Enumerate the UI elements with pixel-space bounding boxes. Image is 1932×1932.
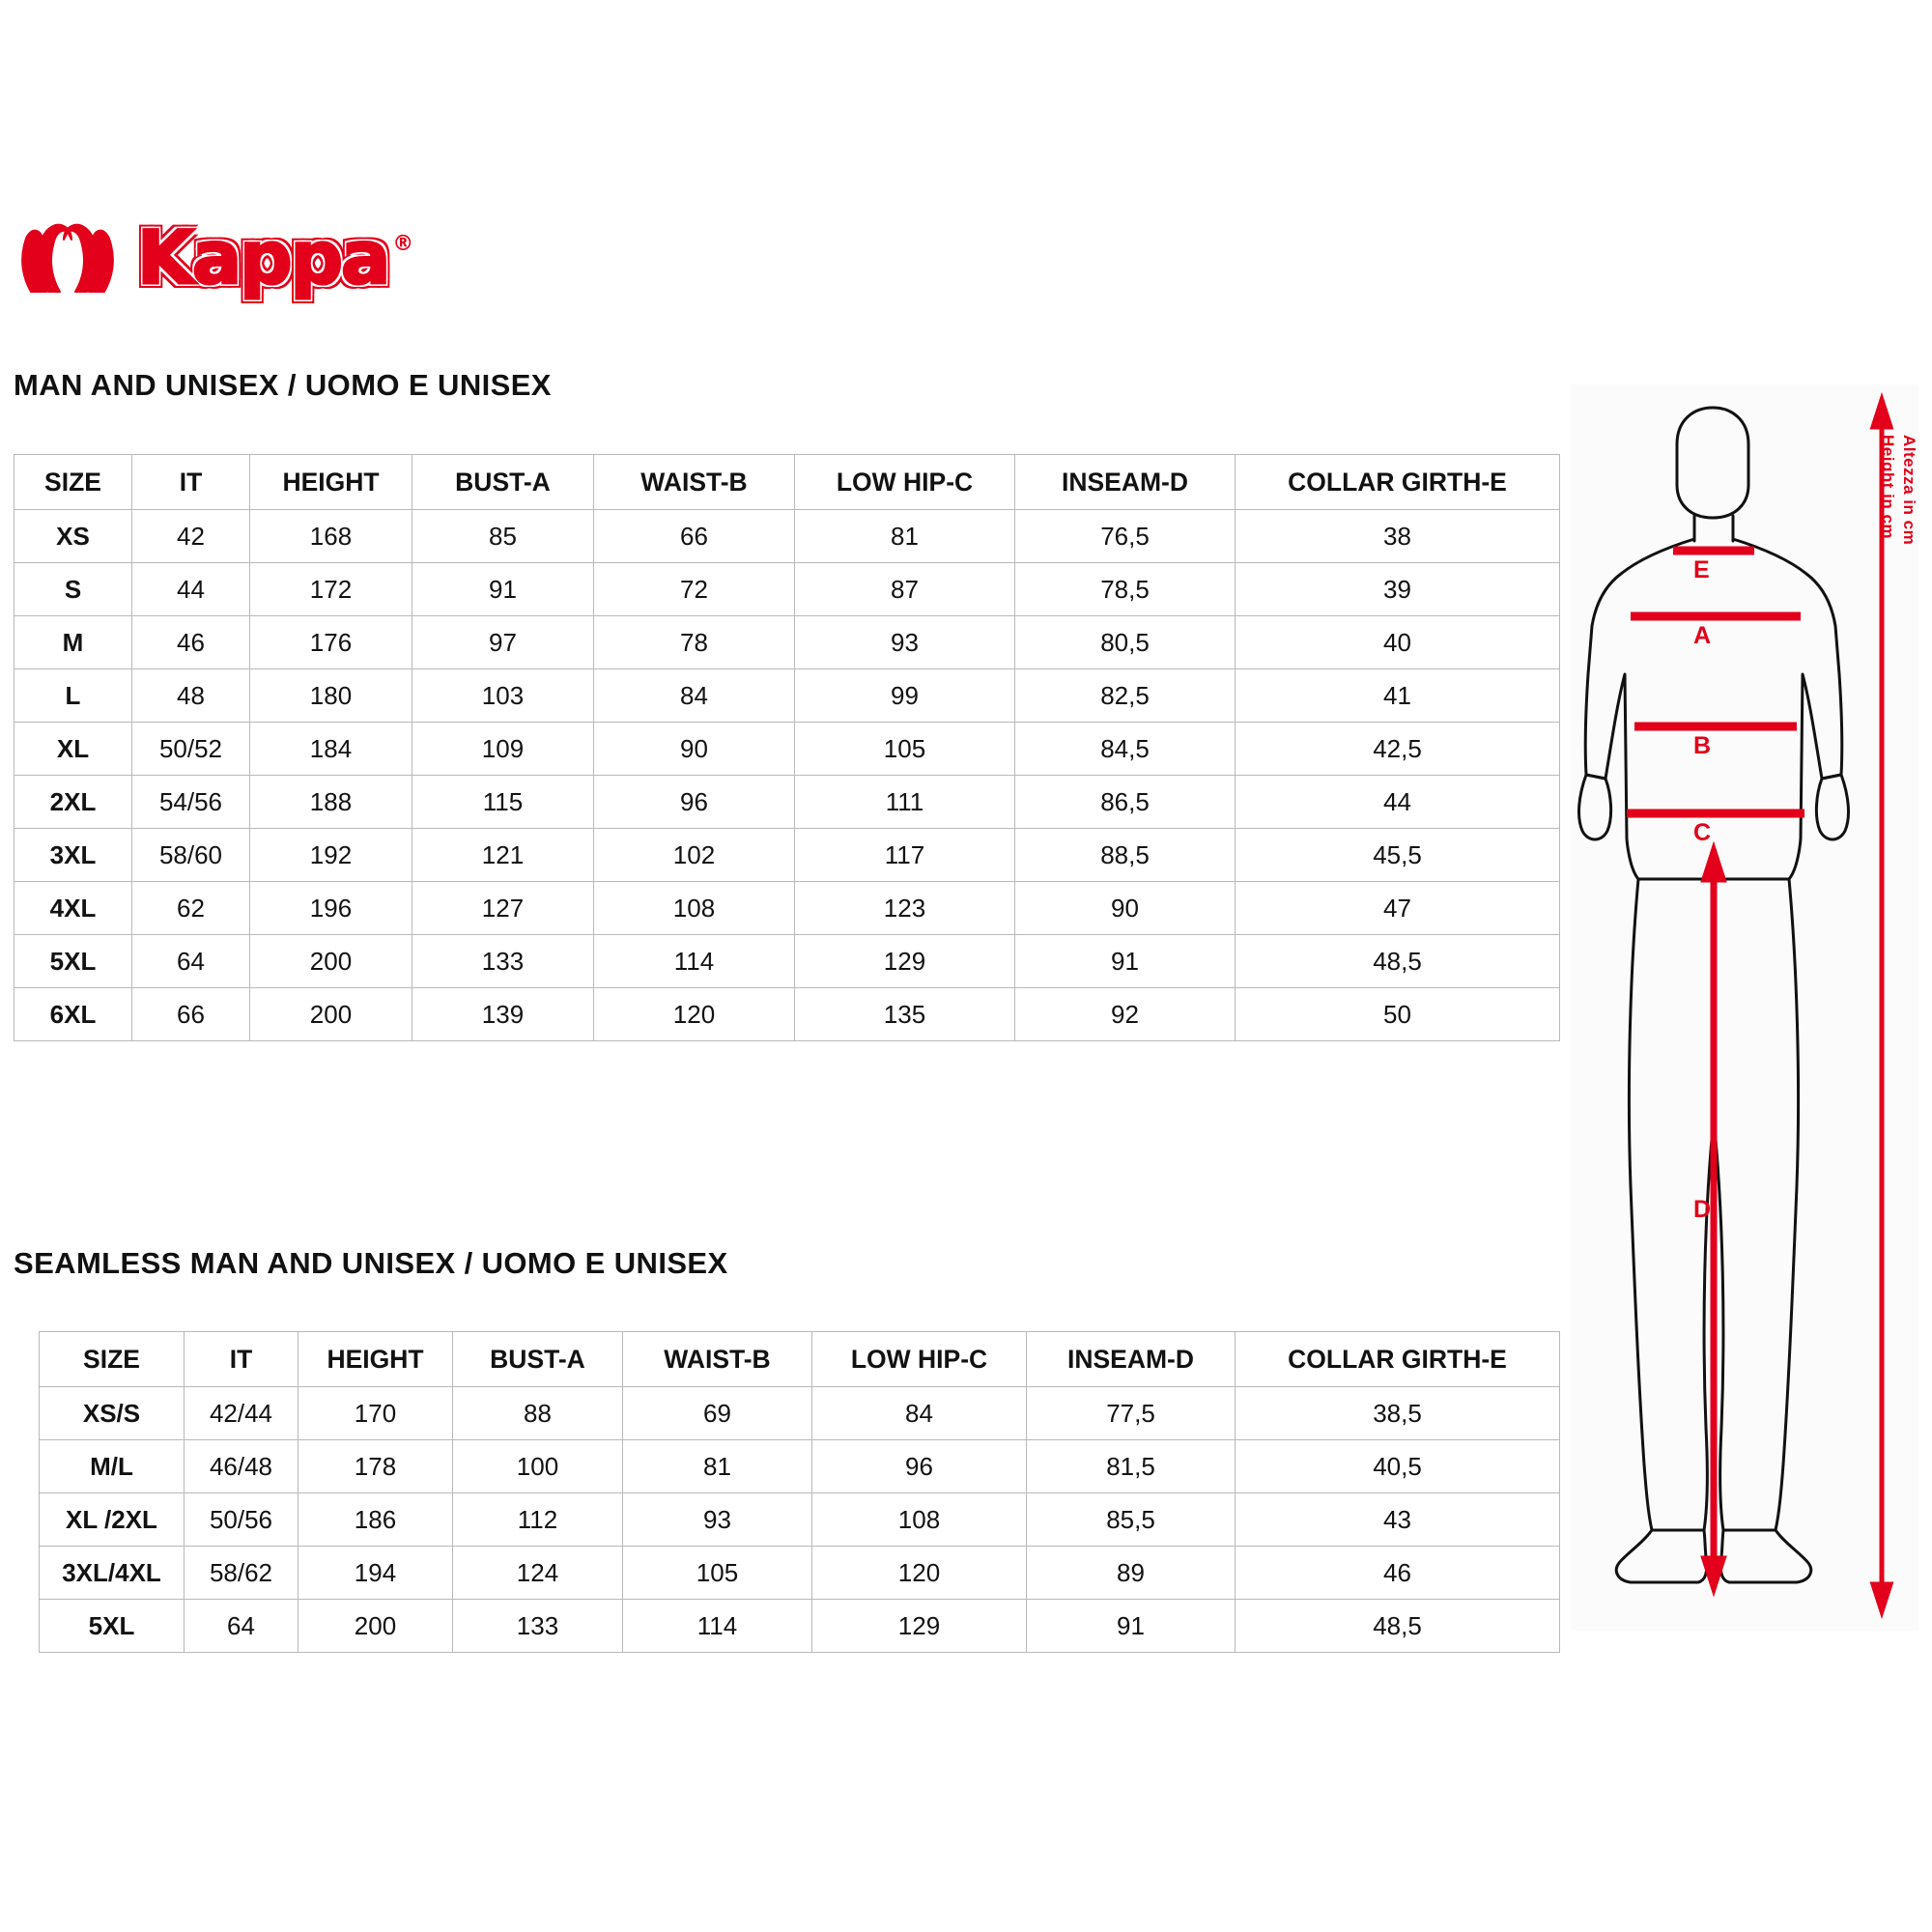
cell-collar-girth: 47 bbox=[1236, 882, 1560, 935]
cell-low-hip: 111 bbox=[795, 776, 1015, 829]
cell-waist: 66 bbox=[594, 510, 795, 563]
col-header-size: SIZE bbox=[14, 455, 132, 510]
marker-letter-b: B bbox=[1693, 732, 1712, 759]
table-row bbox=[14, 723, 1560, 776]
cell-height: 178 bbox=[298, 1440, 453, 1493]
cell-low-hip: 129 bbox=[812, 1600, 1027, 1653]
cell-inseam: 84,5 bbox=[1015, 723, 1236, 776]
kappa-wordmark: Kappa bbox=[137, 214, 389, 300]
cell-bust: 91 bbox=[412, 563, 594, 616]
table-row bbox=[40, 1440, 1560, 1493]
cell-it: 54/56 bbox=[132, 776, 250, 829]
col-header-waist: WAIST-B bbox=[594, 455, 795, 510]
cell-low-hip: 120 bbox=[812, 1547, 1027, 1600]
marker-letter-c: C bbox=[1693, 819, 1712, 846]
col-header-bust: BUST-A bbox=[412, 455, 594, 510]
table-row bbox=[14, 988, 1560, 1041]
cell-bust: 124 bbox=[453, 1547, 623, 1600]
cell-inseam: 88,5 bbox=[1015, 829, 1236, 882]
measurement-figure-panel bbox=[1571, 384, 1918, 1631]
cell-low-hip: 117 bbox=[795, 829, 1015, 882]
col-header-low-hip: LOW HIP-C bbox=[795, 455, 1015, 510]
cell-size: 5XL bbox=[40, 1600, 185, 1653]
cell-inseam: 89 bbox=[1027, 1547, 1236, 1600]
cell-collar-girth: 38 bbox=[1236, 510, 1560, 563]
col-header-size: SIZE bbox=[40, 1332, 185, 1387]
kappa-logo bbox=[14, 214, 535, 301]
cell-height: 184 bbox=[250, 723, 412, 776]
cell-inseam: 85,5 bbox=[1027, 1493, 1236, 1547]
cell-waist: 120 bbox=[594, 988, 795, 1041]
cell-it: 62 bbox=[132, 882, 250, 935]
table-row bbox=[14, 616, 1560, 669]
table-row bbox=[14, 935, 1560, 988]
cell-collar-girth: 48,5 bbox=[1236, 1600, 1560, 1653]
cell-it: 48 bbox=[132, 669, 250, 723]
height-axis-label-it: Altezza in cm bbox=[1900, 435, 1918, 546]
table-header-row bbox=[14, 455, 1560, 510]
cell-collar-girth: 40 bbox=[1236, 616, 1560, 669]
cell-height: 168 bbox=[250, 510, 412, 563]
cell-height: 186 bbox=[298, 1493, 453, 1547]
table-row bbox=[40, 1547, 1560, 1600]
cell-height: 176 bbox=[250, 616, 412, 669]
cell-it: 58/62 bbox=[185, 1547, 298, 1600]
cell-inseam: 80,5 bbox=[1015, 616, 1236, 669]
table-seamless-man-unisex bbox=[39, 1331, 1560, 1653]
cell-bust: 85 bbox=[412, 510, 594, 563]
cell-height: 194 bbox=[298, 1547, 453, 1600]
cell-it: 44 bbox=[132, 563, 250, 616]
cell-size: M/L bbox=[40, 1440, 185, 1493]
cell-low-hip: 96 bbox=[812, 1440, 1027, 1493]
cell-it: 64 bbox=[185, 1600, 298, 1653]
cell-bust: 103 bbox=[412, 669, 594, 723]
table-row bbox=[14, 829, 1560, 882]
cell-bust: 115 bbox=[412, 776, 594, 829]
cell-low-hip: 129 bbox=[795, 935, 1015, 988]
cell-size: 3XL/4XL bbox=[40, 1547, 185, 1600]
cell-inseam: 78,5 bbox=[1015, 563, 1236, 616]
cell-low-hip: 87 bbox=[795, 563, 1015, 616]
col-header-height: HEIGHT bbox=[298, 1332, 453, 1387]
cell-height: 200 bbox=[250, 988, 412, 1041]
table-header-row bbox=[40, 1332, 1560, 1387]
cell-waist: 69 bbox=[623, 1387, 812, 1440]
cell-collar-girth: 41 bbox=[1236, 669, 1560, 723]
cell-waist: 102 bbox=[594, 829, 795, 882]
cell-bust: 88 bbox=[453, 1387, 623, 1440]
cell-collar-girth: 44 bbox=[1236, 776, 1560, 829]
cell-waist: 84 bbox=[594, 669, 795, 723]
cell-it: 42 bbox=[132, 510, 250, 563]
cell-bust: 133 bbox=[412, 935, 594, 988]
cell-inseam: 76,5 bbox=[1015, 510, 1236, 563]
cell-height: 172 bbox=[250, 563, 412, 616]
cell-size: M bbox=[14, 616, 132, 669]
height-axis-label-en: Height in cm bbox=[1879, 435, 1897, 540]
cell-waist: 96 bbox=[594, 776, 795, 829]
cell-waist: 105 bbox=[623, 1547, 812, 1600]
col-header-inseam: INSEAM-D bbox=[1027, 1332, 1236, 1387]
col-header-waist: WAIST-B bbox=[623, 1332, 812, 1387]
cell-height: 180 bbox=[250, 669, 412, 723]
cell-low-hip: 123 bbox=[795, 882, 1015, 935]
table-row bbox=[40, 1387, 1560, 1440]
cell-waist: 114 bbox=[623, 1600, 812, 1653]
cell-it: 58/60 bbox=[132, 829, 250, 882]
col-header-inseam: INSEAM-D bbox=[1015, 455, 1236, 510]
cell-size: 5XL bbox=[14, 935, 132, 988]
cell-height: 200 bbox=[250, 935, 412, 988]
cell-collar-girth: 45,5 bbox=[1236, 829, 1560, 882]
cell-size: 3XL bbox=[14, 829, 132, 882]
section-title-seamless: SEAMLESS MAN AND UNISEX / UOMO E UNISEX bbox=[14, 1246, 728, 1280]
marker-letter-d: D bbox=[1693, 1196, 1712, 1223]
col-header-collar-girth: COLLAR GIRTH-E bbox=[1236, 1332, 1560, 1387]
cell-low-hip: 135 bbox=[795, 988, 1015, 1041]
cell-height: 170 bbox=[298, 1387, 453, 1440]
cell-size: XS/S bbox=[40, 1387, 185, 1440]
registered-mark: ® bbox=[392, 232, 414, 256]
cell-collar-girth: 42,5 bbox=[1236, 723, 1560, 776]
table-row bbox=[40, 1600, 1560, 1653]
cell-it: 66 bbox=[132, 988, 250, 1041]
cell-inseam: 81,5 bbox=[1027, 1440, 1236, 1493]
cell-collar-girth: 46 bbox=[1236, 1547, 1560, 1600]
col-header-low-hip: LOW HIP-C bbox=[812, 1332, 1027, 1387]
cell-waist: 81 bbox=[623, 1440, 812, 1493]
cell-low-hip: 93 bbox=[795, 616, 1015, 669]
cell-size: XL /2XL bbox=[40, 1493, 185, 1547]
cell-it: 50/52 bbox=[132, 723, 250, 776]
cell-bust: 112 bbox=[453, 1493, 623, 1547]
cell-bust: 133 bbox=[453, 1600, 623, 1653]
cell-bust: 127 bbox=[412, 882, 594, 935]
col-header-height: HEIGHT bbox=[250, 455, 412, 510]
cell-inseam: 77,5 bbox=[1027, 1387, 1236, 1440]
cell-low-hip: 108 bbox=[812, 1493, 1027, 1547]
cell-bust: 109 bbox=[412, 723, 594, 776]
cell-bust: 139 bbox=[412, 988, 594, 1041]
cell-size: XS bbox=[14, 510, 132, 563]
cell-low-hip: 105 bbox=[795, 723, 1015, 776]
male-body-figure-icon bbox=[1571, 384, 1918, 1631]
cell-waist: 108 bbox=[594, 882, 795, 935]
cell-it: 64 bbox=[132, 935, 250, 988]
section-title-man: MAN AND UNISEX / UOMO E UNISEX bbox=[14, 368, 552, 402]
table-row bbox=[14, 776, 1560, 829]
cell-size: L bbox=[14, 669, 132, 723]
cell-waist: 114 bbox=[594, 935, 795, 988]
cell-height: 200 bbox=[298, 1600, 453, 1653]
marker-letter-a: A bbox=[1693, 622, 1712, 649]
col-header-collar-girth: COLLAR GIRTH-E bbox=[1236, 455, 1560, 510]
table-row bbox=[40, 1493, 1560, 1547]
table-man-unisex bbox=[14, 454, 1560, 1041]
kappa-omini-icon bbox=[14, 222, 122, 294]
cell-collar-girth: 48,5 bbox=[1236, 935, 1560, 988]
table-row bbox=[14, 510, 1560, 563]
cell-inseam: 86,5 bbox=[1015, 776, 1236, 829]
cell-low-hip: 84 bbox=[812, 1387, 1027, 1440]
cell-inseam: 90 bbox=[1015, 882, 1236, 935]
table-row bbox=[14, 669, 1560, 723]
cell-inseam: 82,5 bbox=[1015, 669, 1236, 723]
cell-collar-girth: 50 bbox=[1236, 988, 1560, 1041]
cell-inseam: 91 bbox=[1015, 935, 1236, 988]
cell-height: 196 bbox=[250, 882, 412, 935]
cell-size: 4XL bbox=[14, 882, 132, 935]
cell-inseam: 91 bbox=[1027, 1600, 1236, 1653]
cell-collar-girth: 43 bbox=[1236, 1493, 1560, 1547]
table-row bbox=[14, 563, 1560, 616]
cell-size: 2XL bbox=[14, 776, 132, 829]
cell-low-hip: 99 bbox=[795, 669, 1015, 723]
cell-collar-girth: 39 bbox=[1236, 563, 1560, 616]
cell-collar-girth: 38,5 bbox=[1236, 1387, 1560, 1440]
cell-size: XL bbox=[14, 723, 132, 776]
col-header-bust: BUST-A bbox=[453, 1332, 623, 1387]
cell-bust: 100 bbox=[453, 1440, 623, 1493]
cell-waist: 78 bbox=[594, 616, 795, 669]
cell-it: 42/44 bbox=[185, 1387, 298, 1440]
cell-waist: 72 bbox=[594, 563, 795, 616]
cell-size: 6XL bbox=[14, 988, 132, 1041]
cell-low-hip: 81 bbox=[795, 510, 1015, 563]
cell-height: 188 bbox=[250, 776, 412, 829]
cell-it: 46/48 bbox=[185, 1440, 298, 1493]
cell-size: S bbox=[14, 563, 132, 616]
col-header-it: IT bbox=[132, 455, 250, 510]
cell-inseam: 92 bbox=[1015, 988, 1236, 1041]
cell-it: 50/56 bbox=[185, 1493, 298, 1547]
cell-collar-girth: 40,5 bbox=[1236, 1440, 1560, 1493]
cell-bust: 121 bbox=[412, 829, 594, 882]
cell-it: 46 bbox=[132, 616, 250, 669]
col-header-it: IT bbox=[185, 1332, 298, 1387]
marker-letter-e: E bbox=[1693, 556, 1710, 583]
cell-bust: 97 bbox=[412, 616, 594, 669]
table-row bbox=[14, 882, 1560, 935]
cell-waist: 93 bbox=[623, 1493, 812, 1547]
cell-waist: 90 bbox=[594, 723, 795, 776]
cell-height: 192 bbox=[250, 829, 412, 882]
